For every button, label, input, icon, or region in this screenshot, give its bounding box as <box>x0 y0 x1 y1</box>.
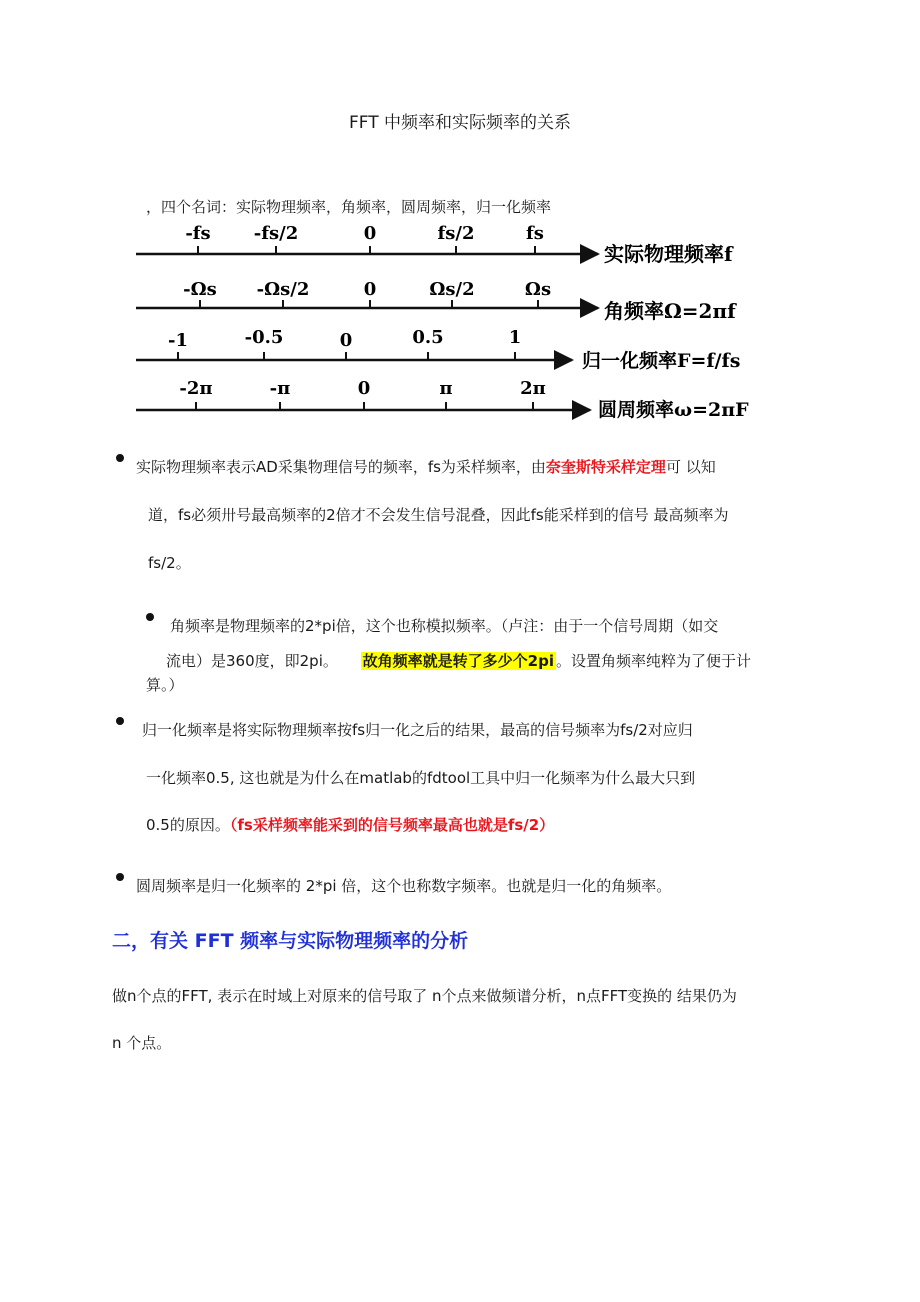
axis3-name: 圆周频率ω=2πF <box>598 399 749 421</box>
axis0-tick-label: fs <box>526 223 544 244</box>
bullet4-line1: 圆周频率是归一化频率的 2*pi 倍，这个也称数字频率。也就是归一化的角频率。 <box>136 877 672 895</box>
bullet-dot <box>116 454 124 462</box>
bullet3-line3 <box>146 814 554 835</box>
bullet-dot <box>146 613 154 621</box>
axis2-tick-label: 1 <box>508 327 522 348</box>
bullet1-text: 可 以知 <box>665 458 716 476</box>
axis3-tick-label: π <box>439 378 453 399</box>
bullet-dot <box>116 717 124 725</box>
red-note: （fs采样频率能采到的信号频率最高也就是fs/2） <box>229 816 555 834</box>
bullet2-line2 <box>166 650 751 671</box>
axis0-tick-label: -fs <box>185 223 211 244</box>
axis-normalized-frequency <box>136 327 740 372</box>
axis0-tick-label: 0 <box>363 223 377 244</box>
axis-circular-frequency <box>136 378 749 421</box>
bullet2-text: 。设置角频率纯粹为了便于计 <box>555 652 751 670</box>
intro-text: ，四个名词：实际物理频率，角频率，圆周频率，归一化频率 <box>146 198 552 216</box>
axis3-tick-label: -2π <box>179 378 213 399</box>
axis1-tick-label: Ωs/2 <box>429 279 475 300</box>
axis2-name: 归一化频率F=f/fs <box>582 350 741 372</box>
bullet2-line3: 算。） <box>146 676 184 694</box>
axis0-name: 实际物理频率f <box>604 242 733 266</box>
axis1-tick-label: -Ωs/2 <box>256 279 310 300</box>
page-title: FFT 中频率和实际频率的关系 <box>348 113 572 133</box>
axis2-tick-label: -1 <box>168 330 188 351</box>
axis2-tick-label: 0 <box>339 330 353 351</box>
bullet2-text: 流电）是360度，即2pi。 <box>166 652 338 670</box>
bullet3-line1: 归一化频率是将实际物理频率按fs归一化之后的结果，最高的信号频率为fs/2对应归 <box>142 721 693 739</box>
bullet3-text: 0.5的原因。 <box>146 816 230 834</box>
section2-heading: 二，有关 FFT 频率与实际物理频率的分析 <box>112 930 469 952</box>
axis3-tick-label: -π <box>269 378 291 399</box>
bullet1-line3: fs/2。 <box>148 554 191 572</box>
axis-physical-frequency <box>136 223 734 266</box>
axis1-tick-label: -Ωs <box>183 279 217 300</box>
axis0-tick-label: -fs/2 <box>253 223 299 244</box>
axis3-tick-label: 0 <box>357 378 371 399</box>
section2-line1: 做n个点的FFT, 表示在时域上对原来的信号取了 n个点来做频谱分析，n点FFT变换的 结果仍为 <box>112 987 737 1005</box>
bullet2-line1: 角频率是物理频率的2*pi倍，这个也称模拟频率。（卢注：由于一个信号周期（如交 <box>170 617 719 635</box>
bullet-dot <box>116 873 124 881</box>
section2-line2: n 个点。 <box>112 1034 172 1052</box>
axis1-tick-label: Ωs <box>524 279 552 300</box>
frequency-axes-figure <box>120 215 770 425</box>
axis0-tick-label: fs/2 <box>437 223 475 244</box>
bullet1-line1 <box>136 456 716 477</box>
axis-angular-frequency <box>136 279 737 323</box>
highlighted-note: 故角频率就是转了多少个2pi <box>362 652 554 670</box>
nyquist-theorem: 奈奎斯特采样定理 <box>545 458 666 476</box>
axis2-tick-label: -0.5 <box>244 327 284 348</box>
bullet3-line2: 一化频率0.5, 这也就是为什么在matlab的fdtool工具中归一化频率为什么最大只到 <box>146 769 696 787</box>
axis2-tick-label: 0.5 <box>412 327 444 348</box>
axis1-tick-label: 0 <box>363 279 377 300</box>
bullet1-text: 实际物理频率表示AD采集物理信号的频率，fs为采样频率，由 <box>136 458 546 476</box>
bullet1-line2: 道，fs必须卅号最高频率的2倍才不会发生信号混叠，因此fs能采样到的信号 最高频率为 <box>148 506 729 524</box>
axis3-tick-label: 2π <box>520 378 546 399</box>
axis1-name: 角频率Ω=2πf <box>604 299 736 323</box>
